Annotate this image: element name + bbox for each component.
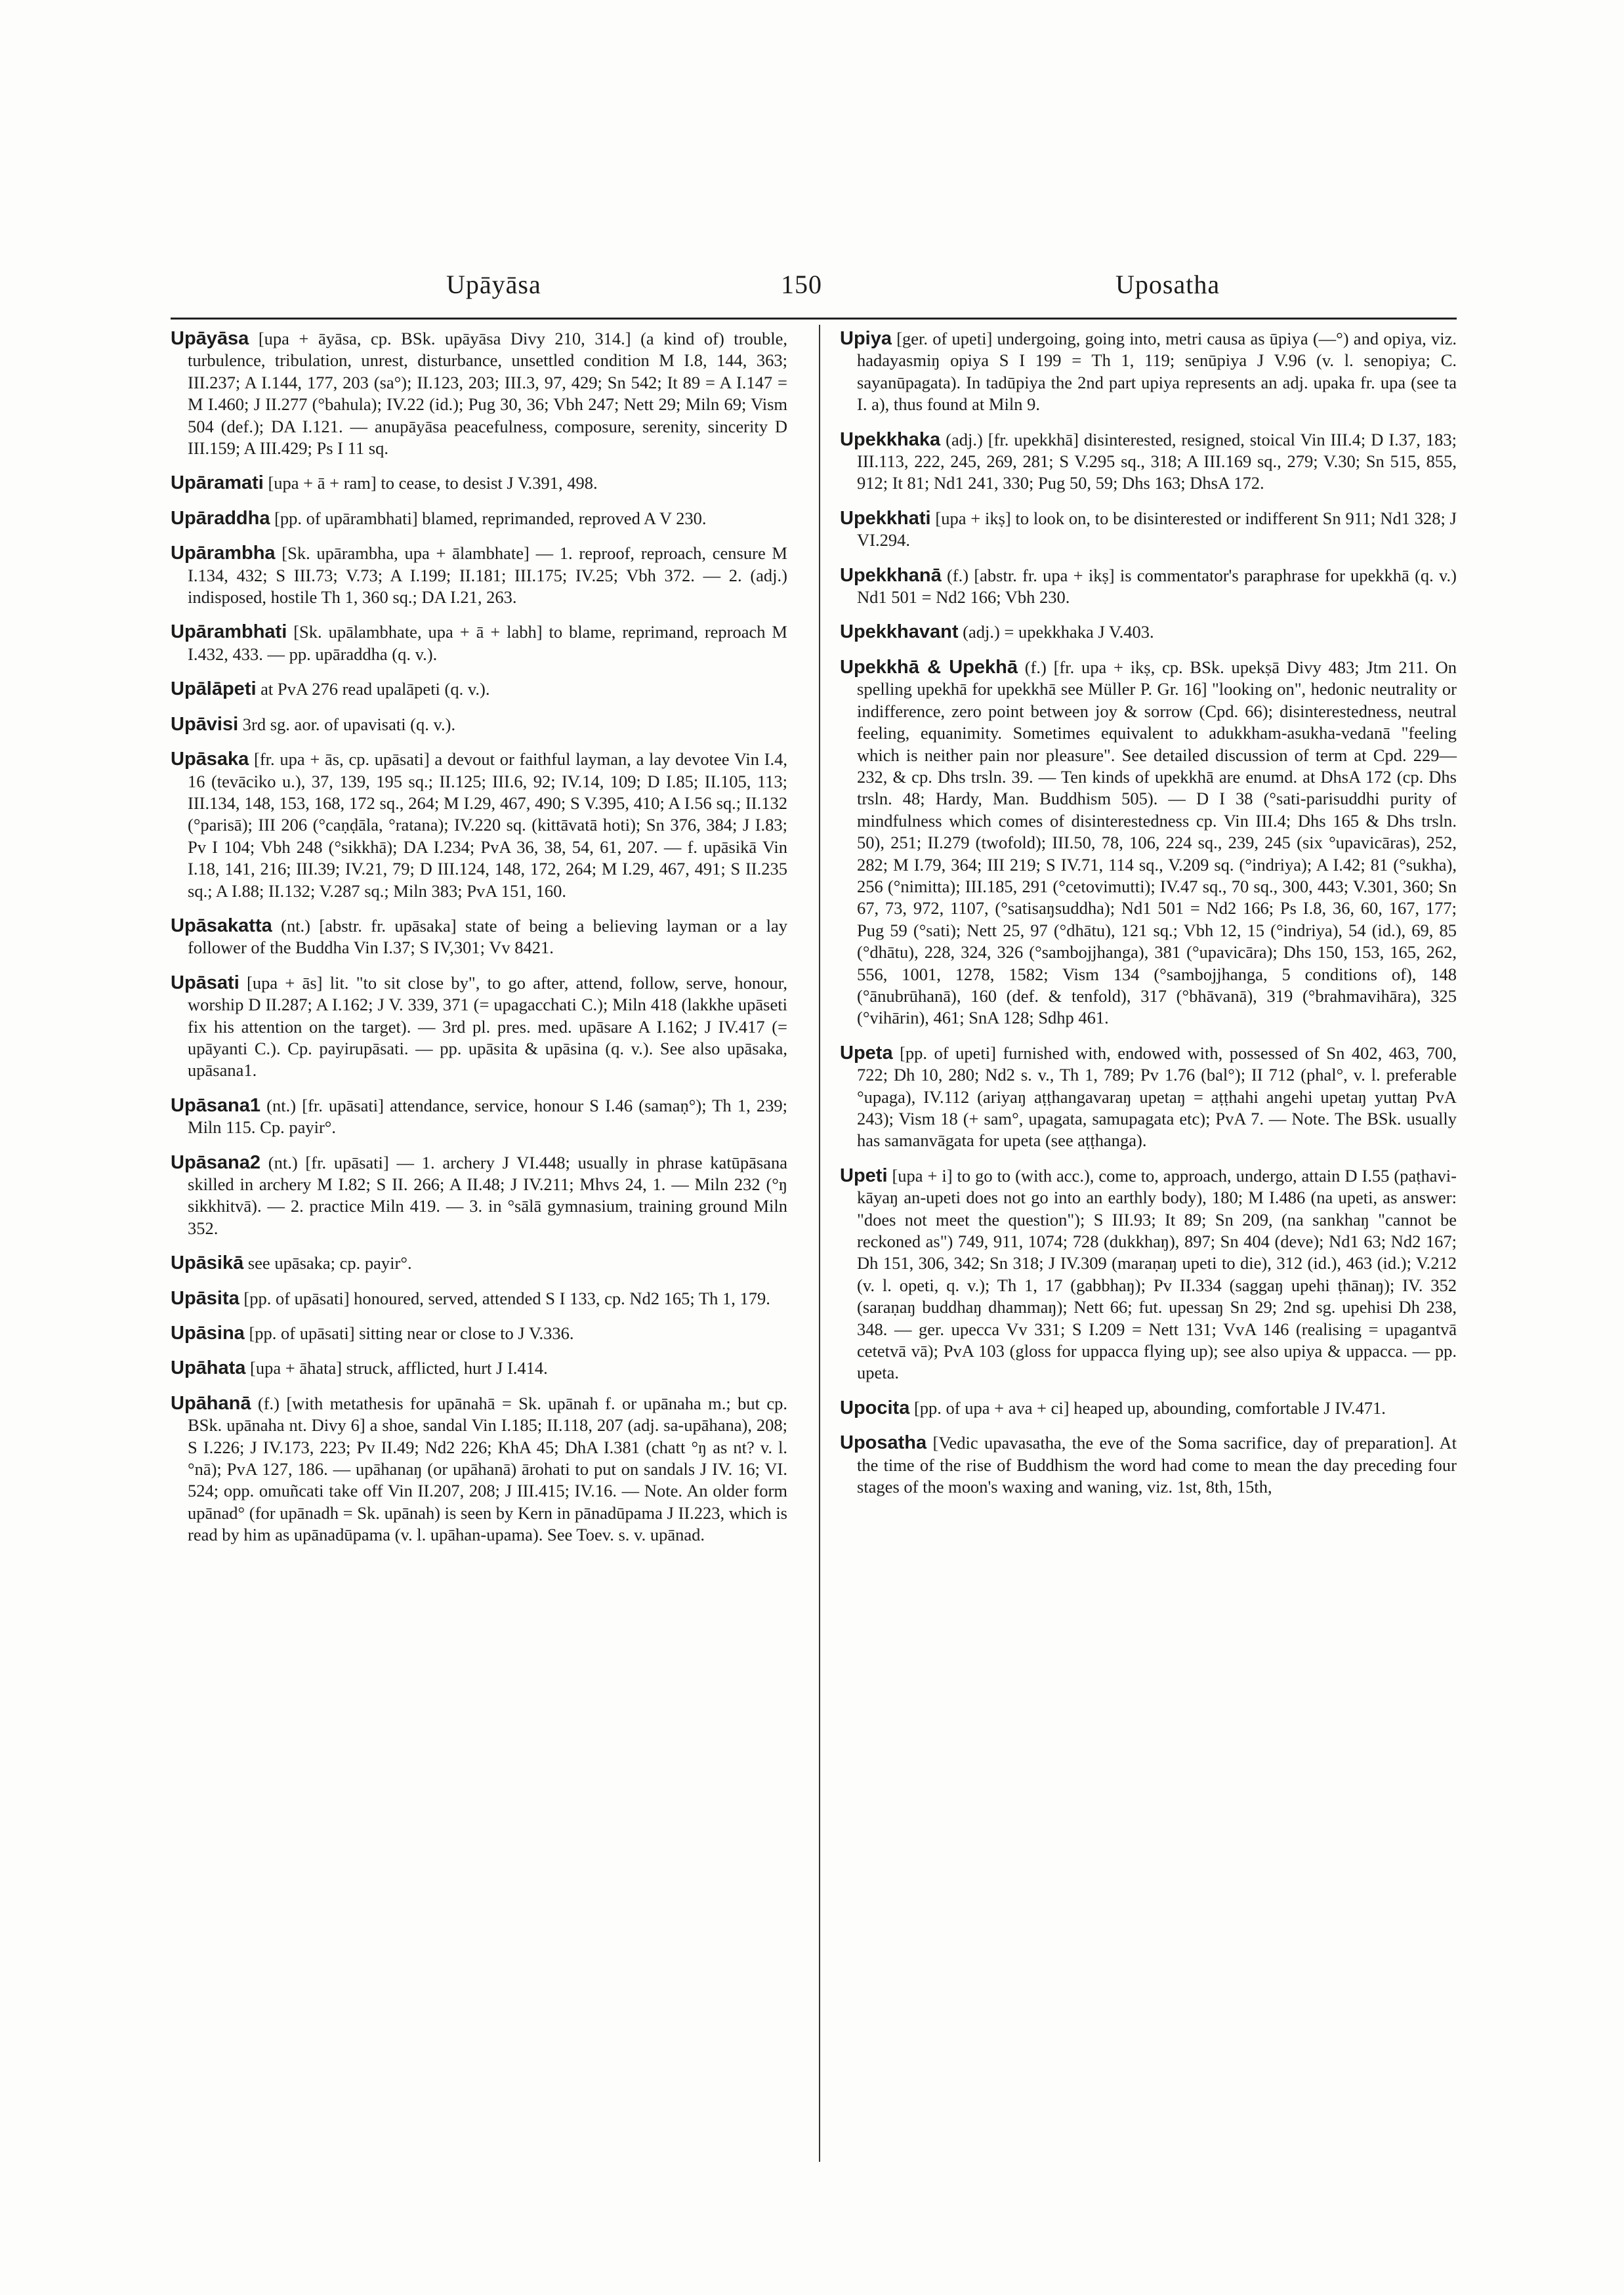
entry-body: [pp. of upeti] furnished with, endowed with, possessed of Sn 402, 463, 700, 722; Dh 10, 280; Nd2 s. v., Th 1, 789; Pv 1.76 (bal°); II 712 (phal°, v. l. preferable °upaga), IV.112 (ariyaŋ aṭṭhangavaraŋ upetaŋ = aṭṭhahi angehi upetaŋ yuttaŋ PvA 243); Vism 18 (+ sam°, upagata, samupagata etc); PvA 7. — Note. The BSk. usually has samanvāgata for upeta (see aṭṭhanga). [857,1043,1457,1151]
headword: Uposatha [840,1432,927,1454]
entry-body: (adj.) = upekkhaka J V.403. [958,622,1154,642]
entry-body: at PvA 276 read upalāpeti (q. v.). [256,679,490,699]
entry-body: [ger. of upeti] undergoing, going into, metri causa as ūpiya (—°) and opiya, viz. hadayasmiŋ opiya S I 199 = Th 1, 119; senūpiya J V.96 (v. l. senopiya; C. sayanūpagata). In tadūpiya the 2nd part upiya represents an adj. upaka fr. upa (see ta I. a), thus found at Miln 9. [857,329,1457,415]
dictionary-entry [840,328,1457,416]
dictionary-entry [171,543,787,608]
dictionary-entry [171,972,787,1082]
dictionary-entry [171,1252,787,1274]
dictionary-entry [171,714,787,735]
entry-body: see upāsaka; cp. payir°. [243,1253,412,1273]
dictionary-entry [171,472,787,494]
entry-body: (nt.) [fr. upāsati] attendance, service, honour S I.46 (samaṇ°); Th 1, 239; Miln 115. Cp. payir°. [188,1095,787,1138]
headword: Upālāpeti [171,678,257,700]
dictionary-entry [171,328,787,459]
right-column [840,328,1457,1512]
entry-body: [upa + i] to go to (with acc.), come to, approach, undergo, attain D I.55 (paṭhavi-kāyaŋ an-upeti does not go into an earthly body), 180; M I.486 (na upeti, as answer: "does not meet the question"); S III.93; It 89; Sn 209, (na sankhaŋ "cannot be reckoned as") 749, 911, 1074; 728 (dukkhaŋ), 897; Sn 404 (deve); Nd1 63; Nd2 167; Dh 151, 306, 342; Sn 318; J IV.309 (maraṇaŋ upeti to die), 312 (id.), 463 (id.); V.212 (v. l. opeti, q. v.); Th 1, 17 (gabbhaŋ); Pv II.334 (saggaŋ upehi ṭhānaŋ); IV. 352 (saraṇaŋ buddhaŋ dhammaŋ); Nett 66; fut. upessaŋ Sn 29; 2nd sg. upehisi Dh 238, 348. — ger. upecca Vv 331; S I.209 = Nett 131; VvA 146 (realising = upagantvā cetetvā vā); PvA 103 (gloss for uppacca flying up); see also upiya & uppacca. — pp. upeta. [857,1165,1457,1383]
entry-body: [Sk. upārambha, upa + ālambhate] — 1. reproof, reproach, censure M I.134, 432; S III.73; V.73; A I.199; II.181; III.175; IV.25; Vbh 372. — 2. (adj.) indisposed, hostile Th 1, 360 sq.; DA I.21, 263. [188,543,787,608]
headword: Upāhata [171,1357,246,1379]
dictionary-entry [171,1323,787,1344]
headword: Upāraddha [171,507,270,529]
entry-body: (f.) [fr. upa + ikṣ, cp. BSk. upekṣā Divy 483; Jtm 211. On spelling upekhā for upekkhā see Müller P. Gr. 16] "looking on", hedonic neutrality or indifference, zero point between joy & sorrow (Cpd. 66); disinterestedness, neutral feeling, equanimity. Sometimes equivalent to adukkham-asukha-vedanā "feeling which is neither pain nor pleasure". See detailed discussion of term at Cpd. 229—232, & cp. Dhs trsln. 39. — Ten kinds of upekkhā are enumd. at DhsA 172 (cp. Dhs trsln. 48; Hardy, Man. Buddhism 505). — D I 38 (°sati-parisuddhi purity of mindfulness which comes of disinterestedness cp. Vin III.4; Dhs 165 & Dhs trsln. 50), 251; II.279 (twofold); III.50, 78, 106, 224 sq., 239, 245 (six °upavicāras), 252, 282; M I.79, 364; III 219; S IV.71, 114 sq., V.209 sq. (°indriya); A I.42; 81 (°sukha), 256 (°nimitta); III.185, 291 (°cetovimutti); IV.47 sq., 70 sq., 300, 443; V.301, 360; Sn 67, 73, 972, 1107, (°satisaŋsuddha); Nd1 501 = Nd2 166; Ps I.8, 36, 60, 167, 177; Pug 59 (°sati); Nett 25, 97 (°dhātu), 121 sq.; Vbh 12, 15 (°indriya), 54 (id.), 69, 85 (°dhātu), 228, 324, 326 (°sambojjhanga), 381 (°upavicāra); Dhs 150, 153, 165, 262, 556, 1001, 1278, 1582; Vism 134 (°sambojjhanga, 5 conditions of), 148 (°ānubrūhanā), 160 (def. & tenfold), 317 (°bhāvanā), 319 (°brahmavihāra), 325 (°vihārin), 461; SnA 128; Sdhp 461. [857,657,1457,1028]
dictionary-entry [840,1397,1457,1419]
dictionary-entry [840,429,1457,495]
headword: Upāsikā [171,1252,244,1274]
dictionary-entry [171,1152,787,1240]
entry-body: 3rd sg. aor. of upavisati (q. v.). [238,714,456,734]
headword: Upāyāsa [171,328,249,349]
headword: Upāsita [171,1287,239,1309]
entry-body: (nt.) [abstr. fr. upāsaka] state of being a believing layman or a lay follower of the Buddha Vin I.37; S IV,301; Vv 8421. [188,915,787,958]
headword: Upekkhavant [840,621,959,643]
page-number: 150 [781,270,822,299]
headword: Upāsaka [171,749,249,770]
headword: Upeta [840,1042,893,1064]
headword: Upocita [840,1397,910,1418]
headword: Upāsakatta [171,915,272,936]
dictionary-entry [840,1043,1457,1152]
entry-body: [Sk. upālambhate, upa + ā + labh] to blame, reprimand, reproach M I.432, 433. — pp. upāraddha (q. v.). [188,622,787,664]
headword: Upekkhā & Upekhā [840,656,1018,678]
entry-body: [pp. of upa + ava + ci] heaped up, abounding, comfortable J IV.471. [909,1397,1386,1418]
headword: Upāsina [171,1323,245,1344]
entry-body: [Vedic upavasatha, the eve of the Soma sacrifice, day of preparation]. At the time of the rise of Buddhism the word had come to mean the day preceding four stages of the moon's waxing and waning, viz. 1st, 8th, 15th, [857,1433,1457,1497]
headword: Upāsati [171,972,239,993]
dictionary-entry [171,621,787,665]
headword: Upārambhati [171,621,287,643]
dictionary-entry [171,1095,787,1139]
headword: Upāvisi [171,713,239,735]
entry-body: (f.) [abstr. fr. upa + ikṣ] is commentator's paraphrase for upekkhā (q. v.) Nd1 501 = Nd2 166; Vbh 230. [857,565,1457,608]
entry-body: (f.) [with metathesis for upānahā = Sk. upānah f. or upānaha m.; but cp. BSk. upānaha nt. Divy 6] a shoe, sandal Vin I.185; II.118, 207 (adj. sa-upāhana), 208; S I.226; J IV.173, 223; Pv II.49; Nd2 226; KhA 45; DhA I.381 (chatt °ŋ as nt? v. l. °nā); PvA 127, 186. — upāhanaŋ (or upāhanā) ārohati to put on sandals J IV. 16; VI. 524; opp. omuñcati take off Vin II.207, 208; J III.415; IV.16. — Note. An older form upānad° (for upānadh = Sk. upānah) is seen by Kern in pānadūpama J II.223, which is read by him as upānadūpama (v. l. upāhan-upama). See Toev. s. v. upānad. [188,1393,787,1545]
dictionary-entry [171,1393,787,1546]
entry-body: (adj.) [fr. upekkhā] disinterested, resigned, stoical Vin III.4; D I.37, 183; III.113, 222, 245, 269, 281; S V.295 sq., 318; A III.169 sq., 279; V.30; Sn 515, 855, 912; It 81; Nd1 241, 330; Pug 50, 59; Dhs 163; DhsA 172. [857,429,1457,493]
dictionary-entry [171,749,787,902]
dictionary-entry [171,678,787,700]
entry-body: [pp. of upārambhati] blamed, reprimanded, reproved A V 230. [270,508,707,528]
header-right-word: Uposatha [1115,270,1220,299]
entry-body: (nt.) [fr. upāsati] — 1. archery J VI.448; usually in phrase katūpāsana skilled in archery M I.82; S II. 266; A II.48; J IV.211; Mhvs 24, 1. — Miln 232 (°ŋ sikkhitvā). — 2. practice Miln 419. — 3. in °sālā gymnasium, training ground Miln 352. [188,1152,787,1238]
headword: Upāramati [171,472,264,494]
dictionary-entry [171,508,787,529]
dictionary-entry [171,1288,787,1310]
entry-body: [pp. of upāsati] honoured, served, attended S I 133, cp. Nd2 165; Th 1, 179. [239,1288,770,1308]
headword: Upekkhaka [840,428,941,450]
headword: Upārambha [171,543,276,564]
headword: Upeti [840,1165,888,1186]
dictionary-entry [840,565,1457,609]
headword: Upāsana1 [171,1094,261,1116]
entry-body: [upa + āyāsa, cp. BSk. upāyāsa Divy 210, 314.] (a kind of) trouble, turbulence, tribulation, unrest, disturbance, unsettled condition M I.8, 144, 363; III.237; A I.144, 177, 203 (sa°); II.123, 203; III.3, 97, 429; Sn 542; It 89 = A I.147 = M I.460; J II.277 (°bahula); IV.22 (id.); Pug 30, 36; Vbh 247; Nett 29; Miln 69; Vism 504 (def.); DA I.121. — anupāyāsa peacefulness, composure, serenity, sincerity D III.159; A III.429; Ps I 11 sq. [188,329,787,459]
dictionary-entry [840,1165,1457,1384]
headword: Upekkhanā [840,564,942,586]
dictionary-entry [171,915,787,959]
headword: Upekkhati [840,507,931,529]
left-column [171,328,787,1560]
dictionary-entry [171,1357,787,1379]
dictionary-entry [840,657,1457,1029]
entry-body: [upa + ā + ram] to cease, to desist J V.391, 498. [263,473,598,493]
column-divider [819,325,820,2162]
entry-body: [upa + āhata] struck, afflicted, hurt J I.414. [245,1358,548,1378]
entry-body: [upa + ikṣ] to look on, to be disinterested or indifferent Sn 911; Nd1 328; J VI.294. [857,508,1457,550]
dictionary-entry [840,1432,1457,1498]
headword: Upiya [840,328,892,349]
entry-body: [pp. of upāsati] sitting near or close to J V.336. [244,1323,574,1344]
entry-body: [fr. upa + ās, cp. upāsati] a devout or faithful layman, a lay devotee Vin I.4, 16 (tevāciko u.), 37, 139, 195 sq.; II.125; III.6, 92; IV.14, 109; D I.85; II.105, 113; III.134, 148, 153, 168, 172 sq., 264; M I.29, 467, 490; S V.395, 410; A I.56 sq.; II.132 (°parisā); III 206 (°caṇḍāla, °ratana); IV.220 sq. (kittāvatā hoti); Sn 376, 384; J I.83; Pv I 104; Vbh 248 (°sikkhā); DA I.234; PvA 36, 38, 54, 61, 207. — f. upāsikā Vin I.18, 141, 216; III.39; IV.21, 79; D III.124, 148, 172, 264; M I.29, 467, 491; S II.235 sq.; A I.88; II.132; V.287 sq.; Miln 383; PvA 151, 160. [188,749,787,901]
headword: Upāhanā [171,1392,251,1414]
header-rule [171,318,1457,320]
headword: Upāsana2 [171,1151,261,1173]
dictionary-entry [840,508,1457,552]
header-left-word: Upāyāsa [446,270,541,299]
entry-body: [upa + ās] lit. "to sit close by", to go after, attend, follow, serve, honour, worship D II.287; A I.162; J V. 339, 371 (= upagacchati C.); Miln 418 (lakkhe upāseti fix his attention on the target). — 3rd pl. pres. med. upāsare A I.162; J IV.417 (= upāyanti C.). Cp. payirupāsati. — pp. upāsita & upāsina (q. v.). See also upāsaka, upāsana1. [188,972,787,1081]
running-header [171,269,1457,321]
dictionary-entry [840,621,1457,643]
